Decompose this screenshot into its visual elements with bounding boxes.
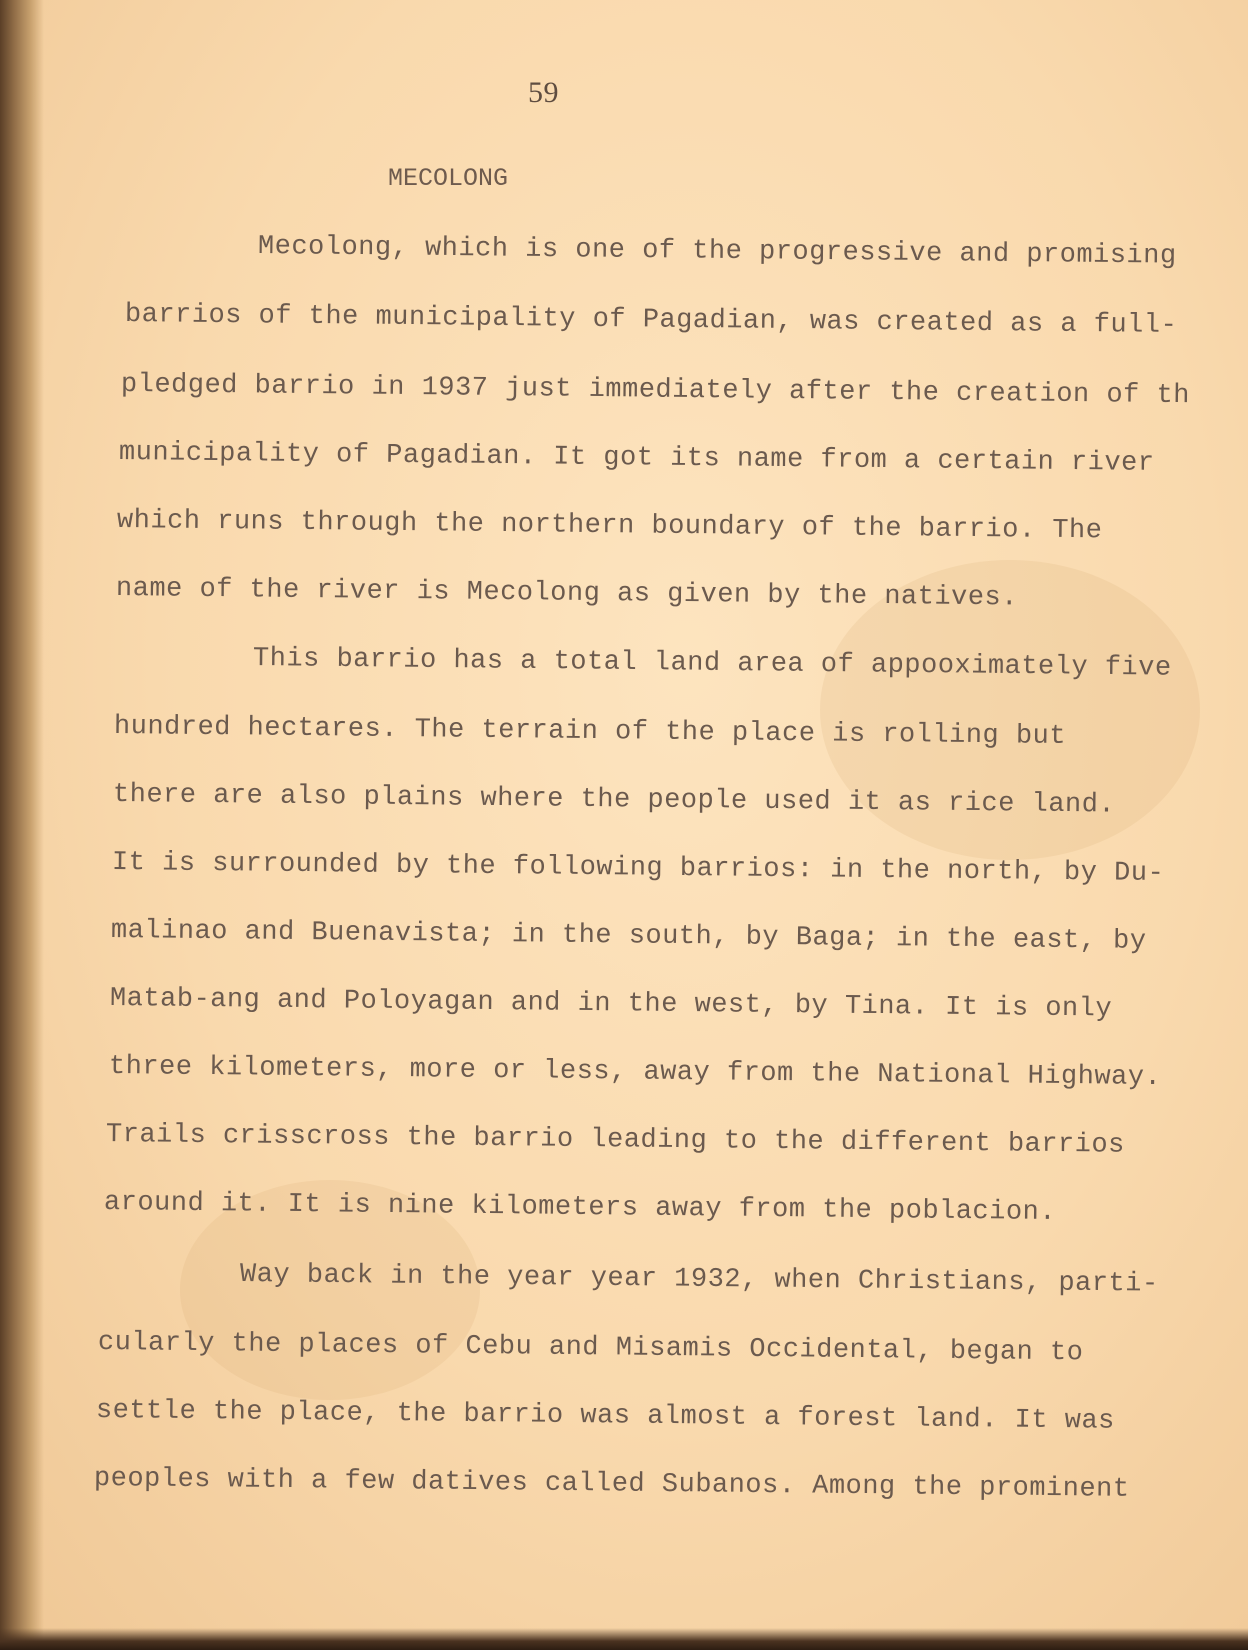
page-number: 59 xyxy=(528,76,559,109)
text-line: peoples with a few datives called Subanos. Among the prominent xyxy=(93,1464,1130,1505)
text-line: barrios of the municipality of Pagadian, was created as a full- xyxy=(124,300,1178,342)
text-line: there are also plains where the people used it as rice land. xyxy=(112,780,1116,821)
text-line: Way back in the year year 1932, when Christians, parti- xyxy=(239,1260,1159,1300)
text-line: around it. It is nine kilometers away from the poblacion. xyxy=(103,1188,1057,1228)
text-line: settle the place, the barrio was almost a forest land. It was xyxy=(95,1396,1115,1437)
text-line: Mecolong, which is one of the progressive and promising xyxy=(257,232,1177,272)
page-bottom-edge xyxy=(0,1628,1248,1650)
text-line: which runs through the northern boundary of the barrio. The xyxy=(116,506,1103,547)
page-title: MECOLONG xyxy=(388,164,509,193)
text-line: Matab-ang and Poloyagan and in the west, by Tina. It is only xyxy=(109,984,1113,1025)
text-line: three kilometers, more or less, away from the National Highway. xyxy=(108,1052,1162,1094)
text-line: municipality of Pagadian. It got its name from a certain river xyxy=(118,438,1155,479)
text-line: It is surrounded by the following barrios: in the north, by Du- xyxy=(111,848,1165,890)
text-line: This barrio has a total land area of appooximately five xyxy=(252,644,1172,684)
text-line: pledged barrio in 1937 just immediately after the creation of th xyxy=(120,370,1191,412)
text-line: cularly the places of Cebu and Misamis Occidental, began to xyxy=(97,1328,1084,1369)
text-line: malinao and Buenavista; in the south, by Baga; in the east, by xyxy=(110,916,1147,957)
text-line: hundred hectares. The terrain of the place is rolling but xyxy=(113,712,1067,752)
text-line: Trails crisscross the barrio leading to the different barrios xyxy=(105,1120,1125,1161)
text-line: name of the river is Mecolong as given by the natives. xyxy=(115,574,1019,614)
book-binding-edge xyxy=(0,0,44,1650)
